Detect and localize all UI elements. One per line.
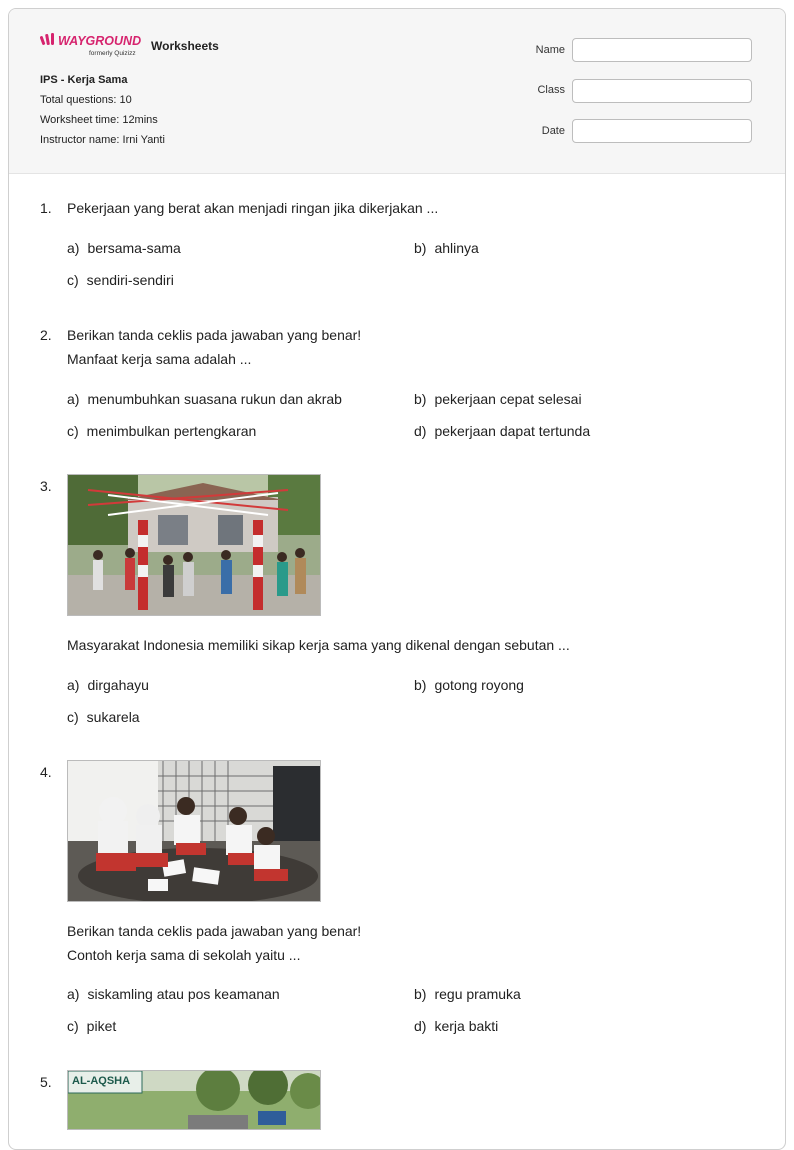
option-c[interactable]: c) sukarela xyxy=(67,709,140,725)
option-a[interactable]: a) menumbuhkan suasana rukun dan akrab xyxy=(67,391,342,407)
date-input[interactable] xyxy=(572,119,752,143)
question-number: 1. xyxy=(40,200,52,216)
question-text: Masyarakat Indonesia memiliki sikap kerja sama yang dikenal dengan sebutan ... xyxy=(67,637,570,653)
name-label: Name xyxy=(535,44,565,56)
road-photo xyxy=(67,1070,321,1130)
option-a[interactable]: a) dirgahayu xyxy=(67,677,149,693)
question-text: Berikan tanda ceklis pada jawaban yang benar! xyxy=(67,923,362,939)
class-label: Class xyxy=(537,84,565,96)
question-text: Manfaat kerja sama adalah ... xyxy=(67,351,252,367)
question-number: 3. xyxy=(40,478,52,494)
students-working-photo xyxy=(67,760,321,902)
question-text: Contoh kerja sama di sekolah yaitu ... xyxy=(67,947,301,963)
gotong-royong-photo xyxy=(67,474,321,616)
option-c[interactable]: c) piket xyxy=(67,1018,117,1034)
svg-text:AL-AQSHA: AL-AQSHA xyxy=(72,1075,131,1087)
option-a[interactable]: a) bersama-sama xyxy=(67,240,181,256)
option-d[interactable]: d) pekerjaan dapat tertunda xyxy=(414,423,591,439)
option-b[interactable]: b) ahlinya xyxy=(414,240,479,256)
question-number: 4. xyxy=(40,764,52,780)
svg-text:WAYGROUND: WAYGROUND xyxy=(58,34,142,48)
worksheet-time: Worksheet time: 12mins xyxy=(40,114,158,126)
option-b[interactable]: b) regu pramuka xyxy=(414,986,521,1002)
option-d[interactable]: d) kerja bakti xyxy=(414,1018,499,1034)
question-number: 5. xyxy=(40,1074,52,1090)
option-c[interactable]: c) sendiri-sendiri xyxy=(67,272,174,288)
option-c[interactable]: c) menimbulkan pertengkaran xyxy=(67,423,257,439)
question-text: Berikan tanda ceklis pada jawaban yang benar! xyxy=(67,327,362,343)
worksheet-header xyxy=(9,9,785,174)
option-a[interactable]: a) siskamling atau pos keamanan xyxy=(67,986,280,1002)
option-b[interactable]: b) gotong royong xyxy=(414,677,524,693)
question-text: Pekerjaan yang berat akan menjadi ringan jika dikerjakan ... xyxy=(67,200,439,216)
svg-text:formerly Quizizz: formerly Quizizz xyxy=(89,50,136,57)
date-label: Date xyxy=(541,125,565,137)
option-b[interactable]: b) pekerjaan cepat selesai xyxy=(414,391,582,407)
worksheet-title: IPS - Kerja Sama xyxy=(40,74,128,86)
wayground-logo xyxy=(40,33,146,59)
question-number: 2. xyxy=(40,327,52,343)
name-input[interactable] xyxy=(572,38,752,62)
total-questions: Total questions: 10 xyxy=(40,94,132,106)
worksheet xyxy=(8,8,786,1150)
sheet-kind-label: Worksheets xyxy=(151,39,219,53)
class-input[interactable] xyxy=(572,79,752,103)
instructor-name: Instructor name: Irni Yanti xyxy=(40,134,165,146)
